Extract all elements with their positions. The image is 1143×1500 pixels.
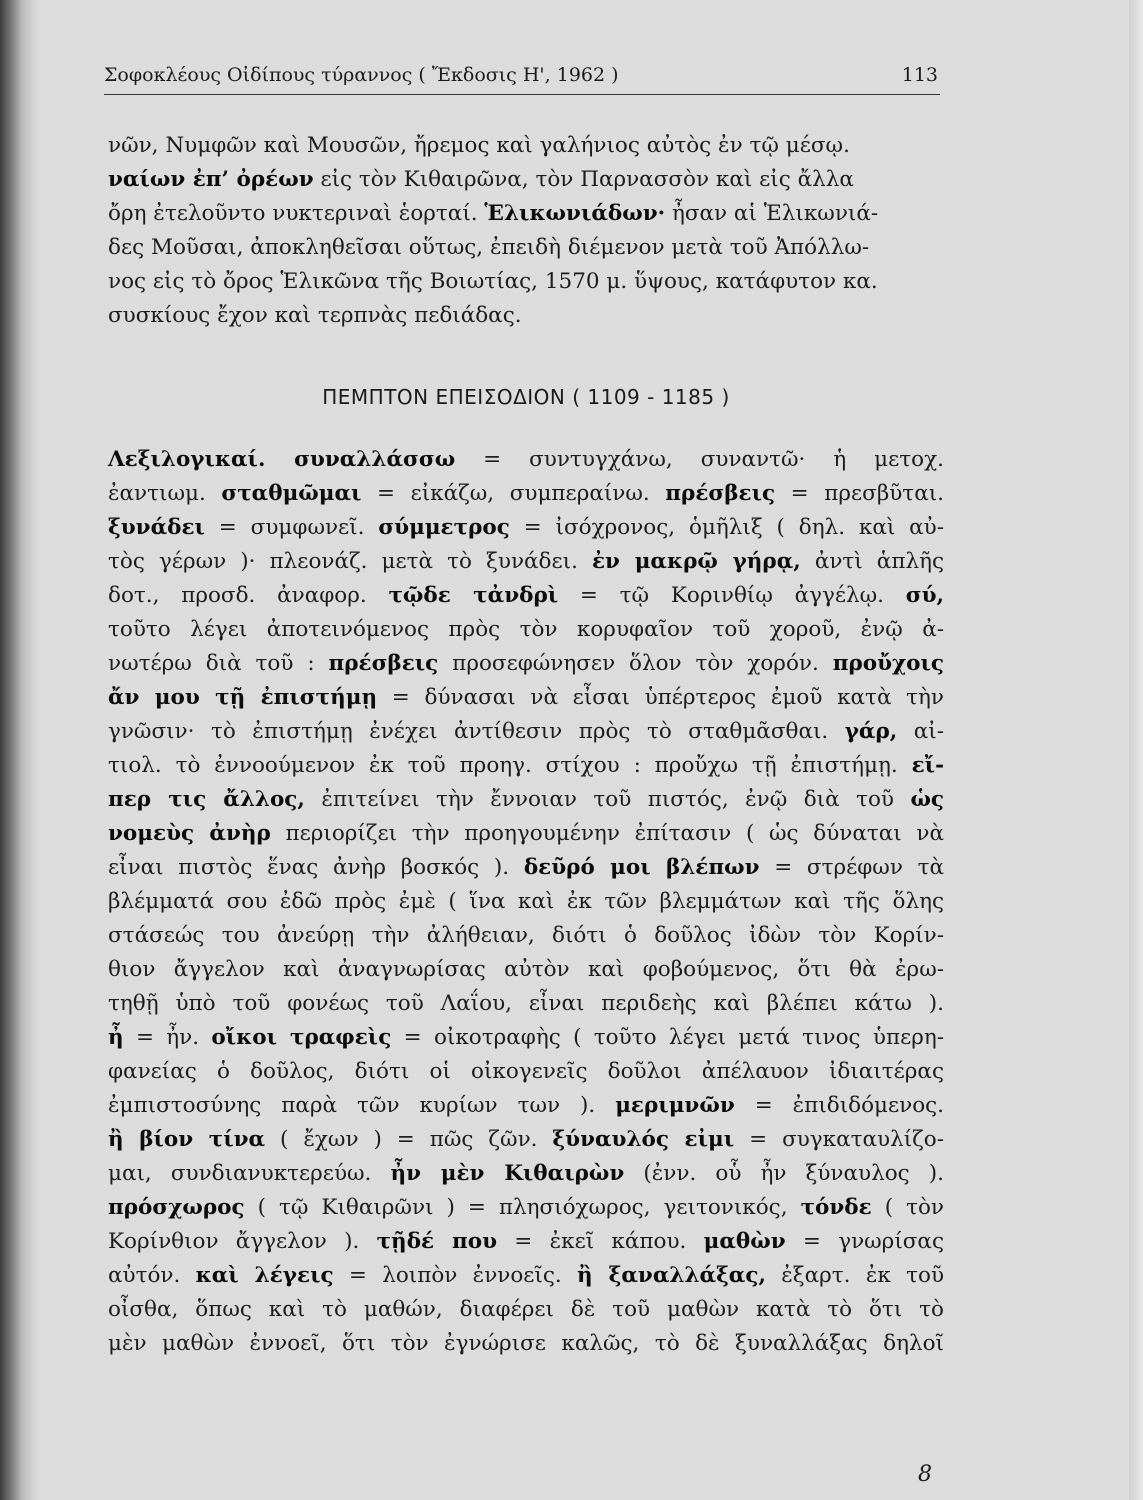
- text-line: [108, 715, 944, 749]
- line-text: γνῶσιν· τὸ ἐπιστήμῃ ἐνέχει ἀντίθεσιν πρὸς τὸ σταθμᾶσθαι.: [108, 719, 845, 744]
- line-text: ἀντὶ ἁπλῆς: [800, 549, 945, 574]
- line-text: = ἐπιδιδόμενος.: [734, 1093, 945, 1118]
- line-text: τηθῇ ὑπὸ τοῦ φονέως τοῦ Λαΐου, εἶναι περιδεὴς καὶ βλέπει κάτω ).: [108, 991, 944, 1016]
- line-text: = συντυγχάνω, συναντῶ· ἡ μετοχ.: [455, 447, 944, 472]
- text-line: [108, 613, 944, 647]
- line-text: αὐτόν.: [108, 1263, 196, 1288]
- text-line: [108, 1259, 944, 1293]
- text-line: [108, 647, 944, 681]
- line-text: νωτέρω διὰ τοῦ :: [108, 651, 329, 676]
- signature-number: 8: [918, 1462, 932, 1487]
- bold-term: ἄν μου τῇ ἐπιστήμῃ: [108, 685, 378, 710]
- text-line: [108, 817, 944, 851]
- bold-term: δεῦρό μοι βλέπων: [523, 855, 760, 880]
- text-line: [108, 163, 944, 197]
- bold-term: ὡς: [910, 787, 944, 812]
- line-text: ( ἔχων ) = πῶς ζῶν.: [265, 1127, 553, 1152]
- line-text: εἰς τὸν Κιθαιρῶνα, τὸν Παρνασσὸν καὶ εἰς ἄλλα: [313, 167, 854, 192]
- text-line: [108, 265, 944, 299]
- line-text: τιολ. τὸ ἐννοούμενον ἐκ τοῦ προηγ. στίχου : προὔχω τῇ ἐπιστήμῃ.: [108, 753, 912, 778]
- text-line: [108, 545, 944, 579]
- line-text: προσεφώνησεν ὅλον τὸν χορόν.: [438, 651, 833, 676]
- line-text: ἐξαρτ. ἐκ τοῦ: [765, 1263, 945, 1288]
- line-text: ἐπιτείνει τὴν ἔννοιαν τοῦ πιστός, ἐνῷ διὰ τοῦ: [304, 787, 911, 812]
- bold-term: Λεξιλογικαί. συναλλάσσω: [108, 447, 456, 472]
- text-line: [108, 749, 944, 783]
- line-text: = οἰκοτραφὴς ( τοῦτο λέγει μετά τινος ὑπερη-: [391, 1025, 944, 1050]
- bold-term: σύ,: [905, 583, 944, 608]
- text-line: [108, 197, 944, 231]
- line-text: = ἐκεῖ κάπου.: [497, 1229, 704, 1254]
- bold-term: μεριμνῶν: [615, 1093, 735, 1118]
- text-line: [108, 885, 944, 919]
- text-line: [108, 443, 944, 477]
- line-text: βλέμματά σου ἐδῶ πρὸς ἐμὲ ( ἵνα καὶ ἐκ τῶν βλεμμάτων καὶ τῆς ὅλης: [108, 889, 944, 914]
- text-line: [108, 1157, 944, 1191]
- bold-term: ἐν μακρῷ γήρᾳ,: [591, 549, 801, 574]
- line-text: τὸς γέρων )· πλεονάζ. μετὰ τὸ ξυνάδει.: [108, 549, 592, 574]
- text-line: [108, 477, 944, 511]
- text-line: [108, 1055, 944, 1089]
- line-text: οἶσθα, ὅπως καὶ τὸ μαθών, διαφέρει δὲ τοῦ μαθὼν κατὰ τὸ ὅτι τὸ: [108, 1297, 944, 1322]
- line-text: ( τῷ Κιθαιρῶνι ) = πλησιόχωρος, γειτονικός,: [244, 1195, 801, 1220]
- bold-term: γάρ,: [844, 719, 898, 744]
- bold-term: τῷδε τἀνδρὶ: [388, 583, 559, 608]
- line-text: = γνωρίσας: [785, 1229, 944, 1254]
- text-line: [108, 1191, 944, 1225]
- paragraph-vocabulary: [108, 443, 944, 1361]
- line-text: ἐαντιωμ.: [108, 481, 222, 506]
- line-text: = ἦν.: [123, 1025, 212, 1050]
- line-text: ( τὸν: [871, 1195, 944, 1220]
- text-line: [108, 579, 944, 613]
- line-text: δες Μοῦσαι, ἀποκληθεῖσαι οὕτως, ἐπειδὴ διέμενον μετὰ τοῦ Ἀπόλλω-: [108, 235, 870, 260]
- line-text: = συγκαταυλίζο-: [734, 1127, 945, 1152]
- line-text: νος εἰς τὸ ὄρος Ἑλικῶνα τῆς Βοιωτίας, 1570 μ. ὕψους, κατάφυτον κα.: [108, 269, 878, 294]
- line-text: = δύνασαι νὰ εἶσαι ὑπέρτερος ἐμοῦ κατὰ τὴν: [377, 685, 945, 710]
- line-text: ἐμπιστοσύνης παρὰ τῶν κυρίων των ).: [108, 1093, 616, 1118]
- text-line: [108, 1123, 944, 1157]
- line-text: μαι, συνδιανυκτερεύω.: [108, 1161, 391, 1186]
- text-line: [108, 851, 944, 885]
- line-text: εἶναι πιστὸς ἕνας ἀνὴρ βοσκός ).: [108, 855, 524, 880]
- bold-term: εἴ-: [911, 753, 944, 778]
- binding-shadow: [0, 0, 38, 1500]
- text-line: [108, 681, 944, 715]
- paragraph-intro: [108, 129, 944, 333]
- line-text: = ἰσόχρονος, ὁμῆλιξ ( δηλ. καὶ αὐ-: [509, 515, 944, 540]
- bold-term: ναίων ἐπ’ ὀρέων: [108, 167, 314, 192]
- text-line: [108, 1089, 944, 1123]
- page-number: 113: [901, 64, 938, 86]
- line-text: τοῦτο λέγει ἀποτεινόμενος πρὸς τὸν κορυφαῖον τοῦ χοροῦ, ἐνῷ ἀ-: [108, 617, 944, 642]
- line-text: = λοιπὸν ἐννοεῖς.: [333, 1263, 578, 1288]
- text-line: [108, 1225, 944, 1259]
- page-edge: [1129, 0, 1143, 1500]
- text-line: [108, 231, 944, 265]
- text-line: [108, 1021, 944, 1055]
- running-header: [104, 64, 940, 95]
- line-text: δοτ., προσδ. ἀναφορ.: [108, 583, 389, 608]
- line-text: φανείας ὁ δοῦλος, διότι οἱ οἰκογενεῖς δοῦλοι ἀπέλαυον ἰδιαιτέρας: [108, 1059, 944, 1084]
- line-text: = πρεσβῦται.: [775, 481, 944, 506]
- bold-term: προὔχοις: [832, 651, 944, 676]
- line-text: νῶν, Νυμφῶν καὶ Μουσῶν, ἤρεμος καὶ γαλήνιος αὐτὸς ἐν τῷ μέσῳ.: [108, 133, 850, 158]
- line-text: Κορίνθιον ἄγγελον ).: [108, 1229, 377, 1254]
- bold-term: ξύναυλός εἰμι: [552, 1127, 735, 1152]
- text-line: [108, 987, 944, 1021]
- text-line: [108, 129, 944, 163]
- line-text: αἰ-: [897, 719, 944, 744]
- bold-term: Ἑλικωνιάδων·: [484, 201, 666, 226]
- line-text: μὲν μαθὼν ἐννοεῖ, ὅτι τὸν ἐγνώρισε καλῶς, τὸ δὲ ξυναλλάξας δηλοῖ: [108, 1331, 944, 1356]
- text-line: [108, 953, 944, 987]
- line-text: θιον ἄγγελον καὶ ἀναγνωρίσας αὐτὸν καὶ φοβούμενος, ὅτι θὰ ἐρω-: [108, 957, 944, 982]
- bold-term: ξυνάδει: [108, 515, 205, 540]
- bold-term: τόνδε: [800, 1195, 872, 1220]
- bold-term: ἢ ξαναλλάξας,: [577, 1263, 766, 1288]
- bold-term: πρόσχωρος: [108, 1195, 245, 1220]
- line-text: συσκίους ἔχον καὶ τερπνὰς πεδιάδας.: [108, 303, 522, 328]
- bold-term: νομεὺς ἀνὴρ: [108, 821, 271, 846]
- bold-term: μαθὼν: [703, 1229, 786, 1254]
- line-text: ὄρη ἐτελοῦντο νυκτεριναὶ ἑορταί.: [108, 201, 485, 226]
- bold-term: πρέσβεις: [665, 481, 776, 506]
- bold-term: οἴκοι τραφεὶς: [211, 1025, 392, 1050]
- bold-term: καὶ λέγεις: [195, 1263, 334, 1288]
- text-line: [108, 783, 944, 817]
- line-text: (ἐνν. οὗ ἦν ξύναυλος ).: [624, 1161, 944, 1186]
- bold-term: τῇδέ που: [376, 1229, 498, 1254]
- text-line: [108, 1327, 944, 1361]
- line-text: = στρέφων τὰ: [759, 855, 945, 880]
- line-text: = εἰκάζω, συμπεραίνω.: [361, 481, 666, 506]
- bold-term: περ τις ἄλλος,: [108, 787, 305, 812]
- bold-term: σταθμῶμαι: [221, 481, 362, 506]
- section-heading: ΠΕΜΠΤΟΝ ΕΠΕΙΣΟΔΙΟΝ ( 1109 - 1185 ): [322, 385, 730, 409]
- bold-term: ἦν μὲν Κιθαιρὼν: [390, 1161, 625, 1186]
- bold-term: πρέσβεις: [328, 651, 439, 676]
- line-text: = τῷ Κορινθίῳ ἀγγέλῳ.: [558, 583, 906, 608]
- bold-term: σύμμετρος: [378, 515, 510, 540]
- text-line: [108, 299, 944, 333]
- line-text: στάσεώς του ἀνεύρῃ τὴν ἀλήθειαν, διότι ὁ δοῦλος ἰδὼν τὸν Κορίν-: [108, 923, 944, 948]
- text-line: [108, 511, 944, 545]
- running-title: Σοφοκλέους Οἰδίπους τύραννος ( Ἔκδοσις Η', 1962 ): [104, 64, 619, 86]
- text-line: [108, 1293, 944, 1327]
- bold-term: ἦ: [108, 1025, 124, 1050]
- text-line: [108, 919, 944, 953]
- line-text: ἦσαν αἱ Ἑλικωνιά-: [665, 201, 879, 226]
- bold-term: ἢ βίον τίνα: [108, 1127, 266, 1152]
- line-text: = συμφωνεῖ.: [204, 515, 379, 540]
- line-text: περιορίζει τὴν προηγουμένην ἐπίτασιν ( ὡς δύναται νὰ: [270, 821, 944, 846]
